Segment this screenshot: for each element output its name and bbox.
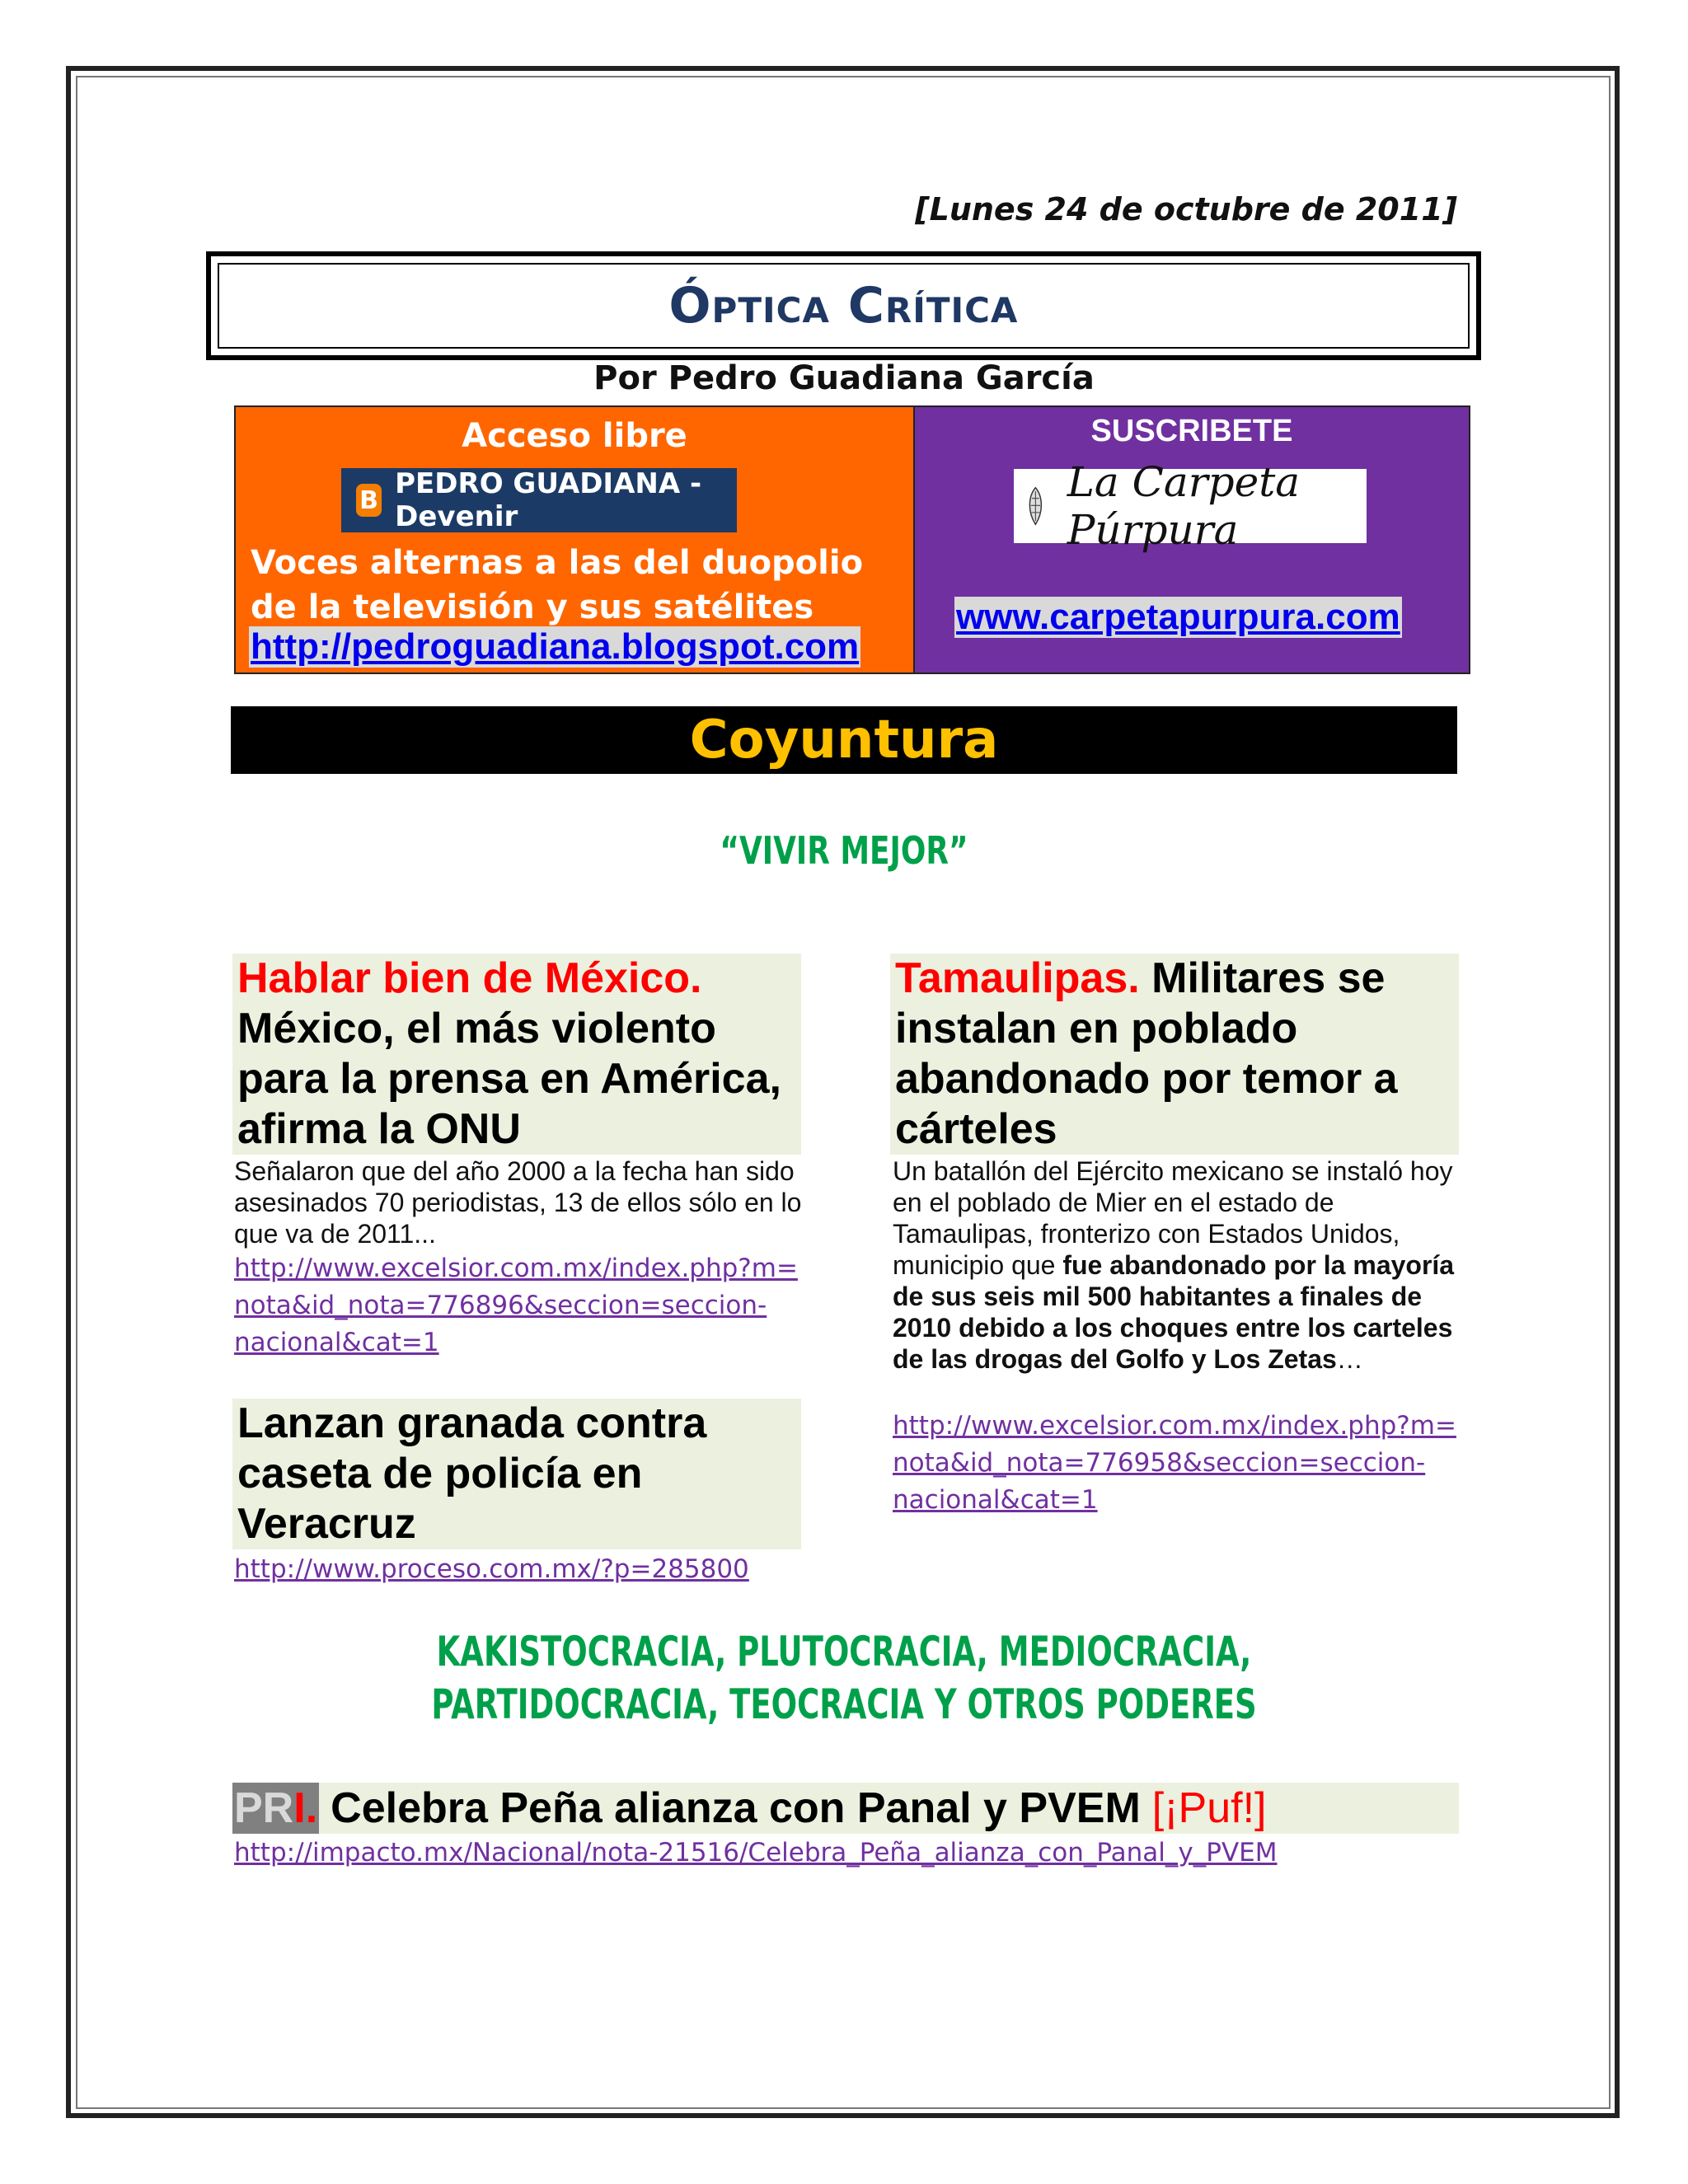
article-headline[interactable]	[890, 954, 1459, 1155]
article-title: México, el más violento para la prensa en América, afirma la ONU	[237, 1005, 781, 1153]
article-headline[interactable]	[232, 1399, 801, 1549]
subscribe-heading: SUSCRIBETE	[1090, 414, 1293, 448]
blog-badge-label: PEDRO GUADIANA - Devenir	[395, 467, 702, 533]
issue-date: [Lunes 24 de octubre de 2011]	[915, 191, 1457, 227]
promo-left	[236, 407, 915, 673]
carpeta-purpura-logo[interactable]	[1014, 458, 1367, 554]
article-title: Militares se instalan en poblado abandonado por temor a cárteles	[895, 954, 1398, 1153]
article-tag: Tamaulipas.	[895, 954, 1140, 1002]
pri-headline-text: Celebra Peña alianza con Panal y PVEM	[331, 1784, 1141, 1832]
blogger-icon: B	[356, 484, 382, 517]
pri-aside: [¡Puf!]	[1151, 1784, 1267, 1832]
article-link[interactable]: http://www.proceso.com.mx/?p=285800	[234, 1554, 749, 1584]
article-summary: Un batallón del Ejército mexicano se instaló hoy en el poblado de Mier en el estado de Tamaulipas, fronterizo con Estados Unidos, municipio que fue abandonado por la mayoría de sus seis mil 500 habitantes a finales de 2010 debido a los choques entre los carteles de las drogas del Golfo y Los Zetas…	[893, 1156, 1455, 1374]
article-tag: Hablar bien de México.	[237, 954, 702, 1002]
article-link[interactable]: http://www.excelsior.com.mx/index.php?m= nota&id_nota=776958&seccion=seccion- nacional&cat=1	[893, 1411, 1456, 1515]
page-title: Óptica Crítica	[668, 277, 1019, 335]
byline: Por Pedro Guadiana García	[593, 359, 1095, 397]
subsection-heading-vivir-mejor: “VIVIR MEJOR”	[720, 828, 968, 873]
pri-headline[interactable]	[232, 1783, 1459, 1834]
article-title: Lanzan granada contra caseta de policía en Veracruz	[237, 1399, 707, 1548]
subsection-heading-poderes: KAKISTOCRACIA, PLUTOCRACIA, MEDIOCRACIA, PARTIDOCRACIA, TEOCRACIA Y OTROS PODERES	[431, 1628, 1257, 1728]
promo-banner	[234, 405, 1470, 674]
promo-tagline: Voces alternas a las del duopolio de la televisión y sus satélites	[251, 544, 864, 626]
title-box	[206, 251, 1481, 360]
section-title: Coyuntura	[689, 710, 999, 771]
section-banner	[231, 706, 1457, 774]
article-summary: Señalaron que del año 2000 a la fecha han sido asesinados 70 periodistas, 13 de ellos sólo en lo que va de 2011...	[234, 1156, 802, 1249]
promo-left-heading: Acceso libre	[462, 417, 687, 455]
pri-link[interactable]: http://impacto.mx/Nacional/nota-21516/Celebra_Peña_alianza_con_Panal_y_PVEM	[234, 1838, 1278, 1868]
promo-right	[915, 407, 1469, 673]
blog-link[interactable]: http://pedroguadiana.blogspot.com	[251, 626, 860, 667]
carpeta-link[interactable]: www.carpetapurpura.com	[956, 597, 1400, 637]
party-tag: PR I.	[234, 1784, 318, 1832]
blog-badge[interactable]	[341, 468, 737, 532]
carpeta-logo-text: La Carpeta Púrpura	[1067, 458, 1301, 554]
article-link[interactable]: http://www.excelsior.com.mx/index.php?m= nota&id_nota=776896&seccion=seccion- nacional&cat=1	[234, 1254, 798, 1357]
article-headline[interactable]	[232, 954, 801, 1155]
shell-icon	[1024, 477, 1048, 535]
